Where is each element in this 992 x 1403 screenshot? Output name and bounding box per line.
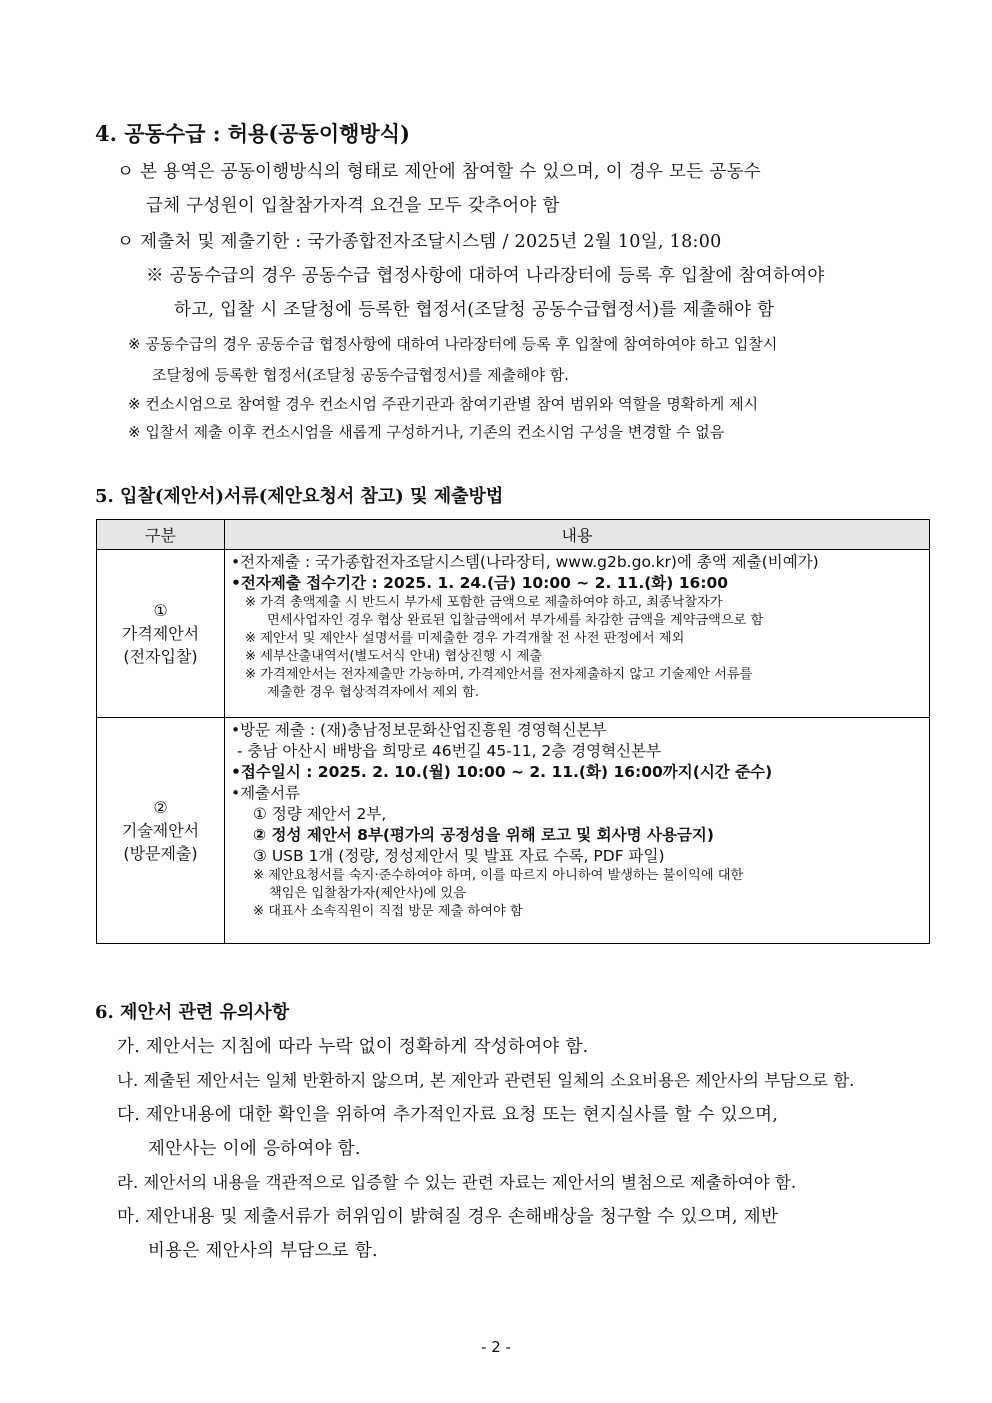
sec4-line: ㅇ 제출처 및 제출기한 : 국가종합전자조달시스템 / 2025년 2월 10일, 18:00 [117, 232, 722, 252]
content-line: - 충남 아산시 배방읍 희망로 46번길 45-11, 2층 경영혁신본부 [237, 742, 662, 760]
sec4-note: 조달청에 등록한 협정서(조달청 공동수급협정서)를 제출해야 함. [152, 366, 570, 384]
content-line: •접수일시 : 2025. 2. 10.(월) 10:00 ~ 2. 11.(화) 16:00까지(시간 준수) [231, 763, 773, 781]
content-note: ※ 세부산출내역서(별도서식 안내) 협상진행 시 제출 [245, 649, 543, 664]
content-note: 책임은 입찰참가자(제안사)에 있음 [269, 886, 467, 901]
content-line: •방문 제출 : (재)충남정보문화산업진흥원 경영혁신본부 [231, 721, 607, 739]
category-title: 가격제안서 [121, 624, 200, 643]
sec6-line: 가. 제안서는 지침에 따라 누락 없이 정확하게 작성하여야 함. [117, 1037, 589, 1057]
content-note: ※ 가격 총액제출 시 반드시 부가세 포함한 금액으로 제출하여야 하고, 최종낙찰자가 [245, 595, 723, 610]
page-number: - 2 - [481, 1338, 511, 1356]
sec4-note: 하고, 입찰 시 조달청에 등록한 협정서(조달청 공동수급협정서)를 제출해야 함 [174, 300, 775, 320]
category-cell [97, 718, 225, 944]
content-note: ※ 제안서 및 제안사 설명서를 미제출한 경우 가격개찰 전 사전 판정에서 제외 [245, 631, 685, 646]
sec6-line: 제안사는 이에 응하여야 함. [148, 1139, 361, 1159]
header-content: 내용 [225, 520, 930, 550]
category-number: ① [153, 601, 168, 620]
category-cell [97, 550, 225, 718]
content-note: ※ 제안요청서를 숙지·준수하여야 하며, 이를 따르지 아니하여 발생하는 불이익에 대한 [253, 868, 744, 883]
category-title: 기술제안서 [121, 821, 200, 840]
content-note: 면세사업자인 경우 협상 완료된 입찰금액에서 부가세를 차감한 금액을 계약금액으로 함 [267, 613, 764, 628]
content-line: ① 정량 제안서 2부, [253, 805, 387, 823]
sec4-note: ※ 공동수급의 경우 공동수급 협정사항에 대하여 나라장터에 등록 후 입찰에 참여하여야 [146, 266, 825, 286]
sec6-line: 비용은 제안사의 부담으로 함. [148, 1241, 378, 1261]
content-line: ③ USB 1개 (정량, 정성제안서 및 발표 자료 수록, PDF 파일) [253, 847, 665, 865]
sec4-note: ※ 입찰서 제출 이후 컨소시엄을 새롭게 구성하거나, 기존의 컨소시엄 구성을 변경할 수 없음 [128, 423, 725, 441]
category-subtitle: (방문제출) [123, 844, 198, 863]
section-5-heading: 5. 입찰(제안서)서류(제안요청서 참고) 및 제출방법 [95, 486, 504, 507]
sec4-note: ※ 공동수급의 경우 공동수급 협정사항에 대하여 나라장터에 등록 후 입찰에 참여하여야 하고 입찰시 [128, 335, 778, 353]
category-subtitle: (전자입찰) [123, 647, 198, 666]
table-row [97, 718, 930, 944]
content-line: •제출서류 [231, 784, 301, 802]
content-note: ※ 가격제안서는 전자제출만 가능하며, 가격제안서를 전자제출하지 않고 기술제안 서류를 [245, 667, 753, 682]
content-note: ※ 대표사 소속직원이 직접 방문 제출 하여야 함 [253, 904, 523, 919]
sec6-line: 나. 제출된 제안서는 일체 반환하지 않으며, 본 제안과 관련된 일체의 소요비용은 제안사의 부담으로 함. [117, 1071, 855, 1090]
content-line: •전자제출 접수기간 : 2025. 1. 24.(금) 10:00 ~ 2. 11.(화) 16:00 [231, 574, 729, 592]
content-note: 제출한 경우 협상적격자에서 제외 함. [267, 685, 480, 700]
sec4-line: 급체 구성원이 입찰참가자격 요건을 모두 갖추어야 함 [146, 196, 560, 216]
sec6-line: 마. 제안내용 및 제출서류가 허위임이 밝혀질 경우 손해배상을 청구할 수 있으며, 제반 [117, 1207, 779, 1227]
section-6-heading: 6. 제안서 관련 유의사항 [95, 1002, 290, 1023]
content-line: •전자제출 : 국가종합전자조달시스템(나라장터, www.g2b.go.kr)에 총액 제출(비예가) [231, 553, 819, 571]
sec4-line: ㅇ 본 용역은 공동이행방식의 형태로 제안에 참여할 수 있으며, 이 경우 모든 공동수 [117, 162, 761, 182]
sec6-line: 다. 제안내용에 대한 확인을 위하여 추가적인자료 요청 또는 현지실사를 할 수 있으며, [117, 1105, 779, 1125]
content-cell [225, 550, 930, 718]
submission-table [96, 519, 930, 944]
section-4-heading: 4. 공동수급 : 허용(공동이행방식) [95, 121, 410, 146]
content-line: ② 정성 제안서 8부(평가의 공정성을 위해 로고 및 회사명 사용금지) [253, 826, 714, 844]
content-cell [225, 718, 930, 944]
sec6-line: 라. 제안서의 내용을 객관적으로 입증할 수 있는 관련 자료는 제안서의 별첨으로 제출하여야 함. [117, 1173, 797, 1192]
sec4-note: ※ 컨소시엄으로 참여할 경우 컨소시엄 주관기관과 참여기관별 참여 범위와 역할을 명확하게 제시 [128, 395, 759, 413]
category-number: ② [153, 798, 168, 817]
table-row [97, 550, 930, 718]
table-header-row [97, 520, 930, 550]
header-category: 구분 [97, 520, 225, 550]
